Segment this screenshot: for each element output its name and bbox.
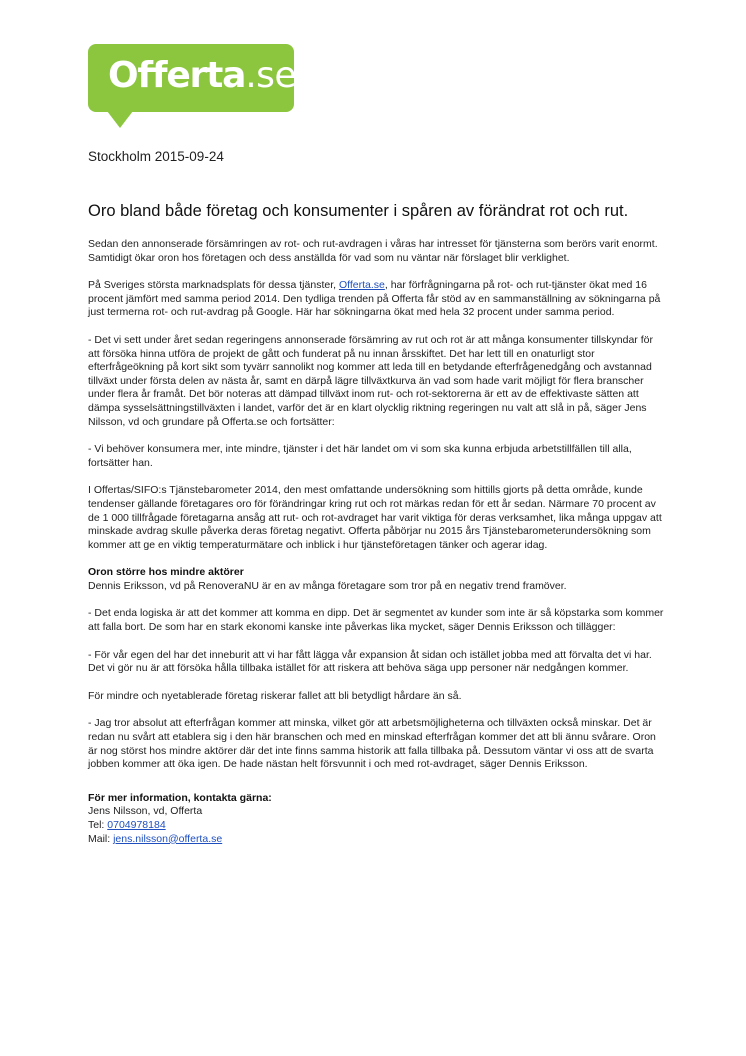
headline: Oro bland både företag och konsumenter i spåren av förändrat rot och rut. [88, 202, 629, 220]
paragraph-6: Dennis Eriksson, vd på RenoveraNU är en av många företagare som tror på en negativ trend framöver. [88, 579, 567, 592]
mail-label: Mail: [88, 832, 114, 845]
phone-label: Tel: [88, 819, 108, 831]
paragraph-7: - Det enda logiska är att det kommer att komma en dipp. Det är segmentet av kunder som inte är så köpstarka som kommer att falla bort. De som har en stark ekonomi kanske inte påverkas lika mycket, säger Dennis Eriksson och tillägger: [88, 607, 664, 634]
article-body [88, 238, 666, 846]
contact-phone-row [88, 819, 666, 833]
logo-speech-tail [107, 111, 133, 128]
logo-wordmark [108, 54, 296, 98]
contact-mail-row [88, 833, 666, 847]
paragraph-10: - Jag tror absolut att efterfrågan kommer att minska, vilket gör att arbetsmöjligheterna och tillväxten också minskar. Det är redan nu svårt att etablera sig i den här branschen och med en minskad efterfrågan kommer det att bli ännu svårare. Oron är nog störst hos mindre aktörer där det inte finns samma historik att falla tillbaka på. Dessutom väntar vi oss att de svarta jobben kommer att öka igen. De hade nästan helt försvunnit i och med rot-avdraget, säger Dennis Eriksson. [88, 717, 656, 771]
logo-main-text: Offerta [108, 55, 246, 96]
paragraph-4: - Vi behöver konsumera mer, inte mindre, tjänster i det här landet om vi som ska kunna erbjuda arbetstillfällen till alla, fortsätter han. [88, 443, 632, 469]
paragraph-9: För mindre och nyetablerade företag riskerar fallet att bli betydligt hårdare än så. [88, 689, 462, 702]
contact-name: Jens Nilsson, vd, Offerta [88, 805, 203, 818]
contact-block [88, 792, 666, 846]
dateline: Stockholm 2015-09-24 [88, 149, 224, 164]
paragraph-8: - För vår egen del har det inneburit att vi har fått lägga vår expansion åt sidan och istället jobba med att förvalta det vi har. Det vi gör nu är att försöka hålla tillbaka istället för att riskera att behöva säga upp personer när nedgången kommer. [88, 648, 652, 675]
paragraph-2-end: , har förfrågningarna på rot- och rut-tjänster ökat med 16 procent jämfört med samma period 2014. Den tydliga trenden på Offerta får stöd av en sammanställning av sökningarna på just termerna rot- och rut-avdrag på Google. Här har sökningarna ökat med hela 32 procent under samma period. [88, 279, 661, 319]
email-link[interactable]: jens.nilsson@offerta.se [113, 832, 223, 845]
paragraph-2-start: På Sveriges största marknadsplats för dessa tjänster, [88, 279, 339, 292]
logo-suffix-text: .se [245, 55, 297, 96]
contact-heading: För mer information, kontakta gärna: [88, 791, 272, 804]
paragraph-5: I Offertas/SIFO:s Tjänstebarometer 2014, den mest omfattande undersökning som hittills gjorts på detta område, kunde tendenser gällande företagares oro för förändringar kring rut och rot märkas redan för ett år sedan. Närmare 70 procent av de 1 000 tillfrågade företagarna ansåg att rut- och rot-avdraget har varit viktiga för deras verksamhet, lika många uppgav att minskade avdrag skulle påverka deras företag negativt. Offerta påbörjar nu 2015 års Tjänstebarometerundersökning som kommer att ge en viktig temperaturmätare och inblick i hur tjänsteföretagen tänker och agerar idag. [88, 484, 662, 551]
paragraph-2 [88, 279, 666, 320]
phone-link[interactable]: 0704978184 [107, 819, 166, 831]
offerta-logo [88, 44, 297, 112]
section-subheading: Oron större hos mindre aktörer [88, 566, 244, 579]
offerta-link[interactable]: Offerta.se [338, 279, 385, 292]
paragraph-1: Sedan den annonserade försämringen av rot- och rut-avdragen i våras har intresset för tjänsterna som berörs varit enormt. Samtidigt ökar oron hos företagen och dess anställda för vad som nu väntar när förslaget blir verklighet. [88, 238, 658, 264]
paragraph-3: - Det vi sett under året sedan regeringens annonserade försämring av rut och rot är att många konsumenter tillskyndar för att försöka hinna utföra de projekt de gått och funderat på nu innan årsskiftet. Det har lett till en onaturligt stor efterfrågeökning på kort sikt som tyvärr sannolikt nog kommer att leda till en betydande efterfrågenedgång och avstannad tillväxt under första delen av nästa år, samt en därpå lägre tillväxtkurva än vad som hade varit möjligt för flera branscher under flera år framåt. Det bör noteras att dämpad tillväxt inom rut- och rot-sektorerna är ett av de effektivaste sätten att dämpa sysselsättningstillväxten i landet, varför det är en klart olycklig riktning regeringen nu valt att slå in på, säger Jens Nilsson, vd och grundare på Offerta.se och fortsätter: [88, 333, 653, 428]
